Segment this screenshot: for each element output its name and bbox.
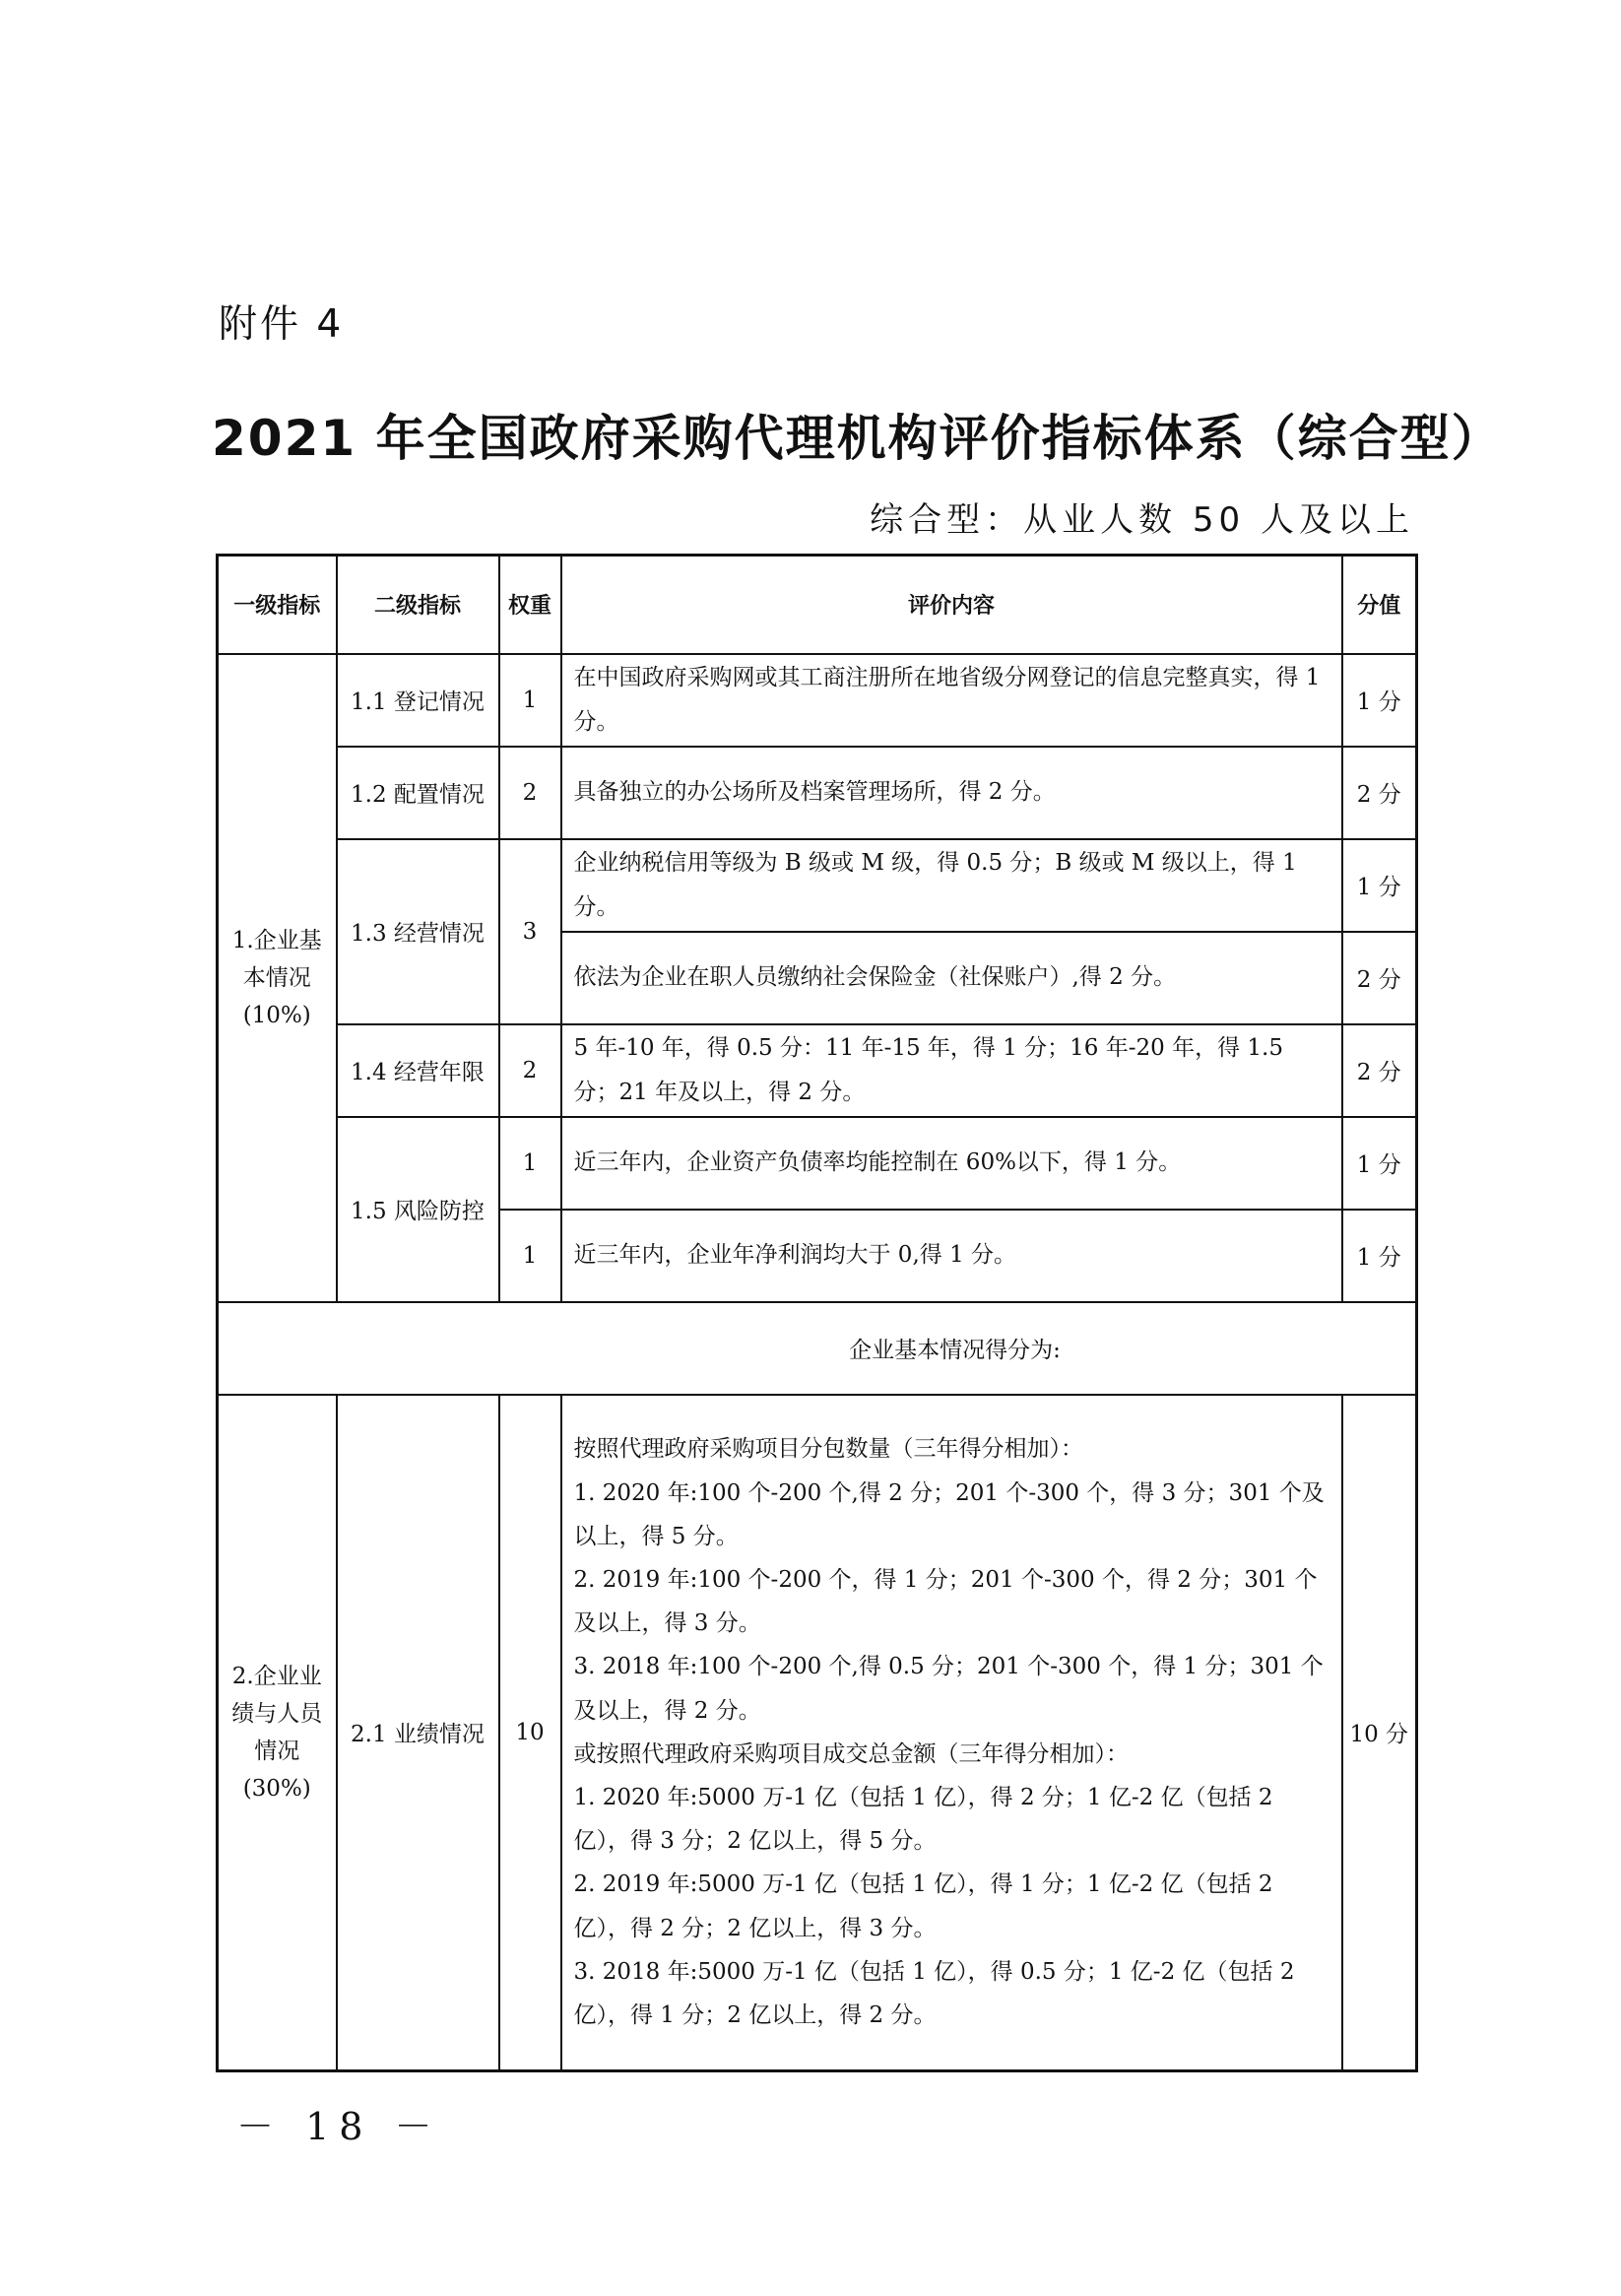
level2-cell: 1.3 经营情况 — [337, 839, 499, 1024]
evaluation-index-table — [216, 554, 1418, 2072]
level2-cell: 1.4 经营年限 — [337, 1024, 499, 1117]
table-row — [218, 747, 1417, 839]
weight-cell: 2 — [499, 747, 561, 839]
page-number: － 18 － — [236, 2105, 442, 2148]
weight-cell: 3 — [499, 839, 561, 1024]
content-cell: 近三年内，企业资产负债率均能控制在 60%以下，得 1 分。 — [561, 1117, 1342, 1210]
weight-cell: 1 — [499, 1210, 561, 1302]
subtotal-row — [218, 1302, 1417, 1395]
score-cell: 2 分 — [1342, 1024, 1417, 1117]
content-cell: 5 年-10 年，得 0.5 分：11 年-15 年，得 1 分；16 年-20 年，得 1.5 分；21 年及以上，得 2 分。 — [561, 1024, 1342, 1117]
weight-cell: 2 — [499, 1024, 561, 1117]
score-cell: 1 分 — [1342, 839, 1417, 932]
document-title: 2021 年全国政府采购代理机构评价指标体系（综合型） — [212, 410, 1503, 467]
content-cell: 近三年内，企业年净利润均大于 0,得 1 分。 — [561, 1210, 1342, 1302]
score-cell: 2 分 — [1342, 747, 1417, 839]
score-cell: 10 分 — [1342, 1395, 1417, 2071]
content-cell: 依法为企业在职人员缴纳社会保险金（社保账户）,得 2 分。 — [561, 932, 1342, 1024]
content-line: 1. 2020 年:100 个-200 个,得 2 分；201 个-300 个，得 3 分；301 个及以上，得 5 分。 — [573, 1479, 1325, 1549]
content-line: 1. 2020 年:5000 万-1 亿（包括 1 亿），得 2 分；1 亿-2 亿（包括 2 亿），得 3 分；2 亿以上，得 5 分。 — [573, 1784, 1273, 1855]
table-row — [218, 1117, 1417, 1210]
table-row — [218, 839, 1417, 932]
content-line: 3. 2018 年:100 个-200 个,得 0.5 分；201 个-300 个，得 1 分；301 个及以上，得 2 分。 — [573, 1654, 1324, 1724]
content-line: 或按照代理政府采购项目成交总金额（三年得分相加）： — [573, 1740, 1129, 1767]
content-line: 按照代理政府采购项目分包数量（三年得分相加）： — [573, 1436, 1083, 1463]
document-subtitle: 综合型：从业人数 50 人及以上 — [870, 500, 1414, 540]
content-cell: 具备独立的办公场所及档案管理场所，得 2 分。 — [561, 747, 1342, 839]
weight-cell: 1 — [499, 654, 561, 747]
content-line: 2. 2019 年:100 个-200 个，得 1 分；201 个-300 个，得 2 分；301 个及以上，得 3 分。 — [573, 1566, 1318, 1637]
level2-cell: 1.2 配置情况 — [337, 747, 499, 839]
content-cell: 在中国政府采购网或其工商注册所在地省级分网登记的信息完整真实，得 1 分。 — [561, 654, 1342, 747]
level1-cell-performance: 2.企业业 绩与人员 情况 (30%) — [218, 1395, 337, 2071]
header-level2: 二级指标 — [337, 556, 499, 654]
content-cell: 企业纳税信用等级为 B 级或 M 级，得 0.5 分；B 级或 M 级以上，得 1 分。 — [561, 839, 1342, 932]
level2-cell: 1.5 风险防控 — [337, 1117, 499, 1302]
header-level1: 一级指标 — [218, 556, 337, 654]
table-row — [218, 654, 1417, 747]
header-weight: 权重 — [499, 556, 561, 654]
level2-cell: 2.1 业绩情况 — [337, 1395, 499, 2071]
content-cell — [561, 1395, 1342, 2071]
table-header-row — [218, 556, 1417, 654]
level2-cell: 1.1 登记情况 — [337, 654, 499, 747]
header-score: 分值 — [1342, 556, 1417, 654]
content-line: 3. 2018 年:5000 万-1 亿（包括 1 亿），得 0.5 分；1 亿-2 亿（包括 2 亿），得 1 分；2 亿以上，得 2 分。 — [573, 1958, 1295, 2028]
score-cell: 2 分 — [1342, 932, 1417, 1024]
weight-cell: 1 — [499, 1117, 561, 1210]
score-cell: 1 分 — [1342, 1117, 1417, 1210]
score-cell: 1 分 — [1342, 1210, 1417, 1302]
header-content: 评价内容 — [561, 556, 1342, 654]
subtotal-basic: 企业基本情况得分为: — [218, 1302, 1417, 1395]
weight-cell: 10 — [499, 1395, 561, 2071]
table-row — [218, 1024, 1417, 1117]
table-row — [218, 1395, 1417, 2071]
content-line: 2. 2019 年:5000 万-1 亿（包括 1 亿），得 1 分；1 亿-2 亿（包括 2 亿），得 2 分；2 亿以上，得 3 分。 — [573, 1871, 1273, 1941]
score-cell: 1 分 — [1342, 654, 1417, 747]
attachment-label: 附件 4 — [219, 302, 345, 347]
level1-cell-basic: 1.企业基 本情况 (10%) — [218, 654, 337, 1302]
